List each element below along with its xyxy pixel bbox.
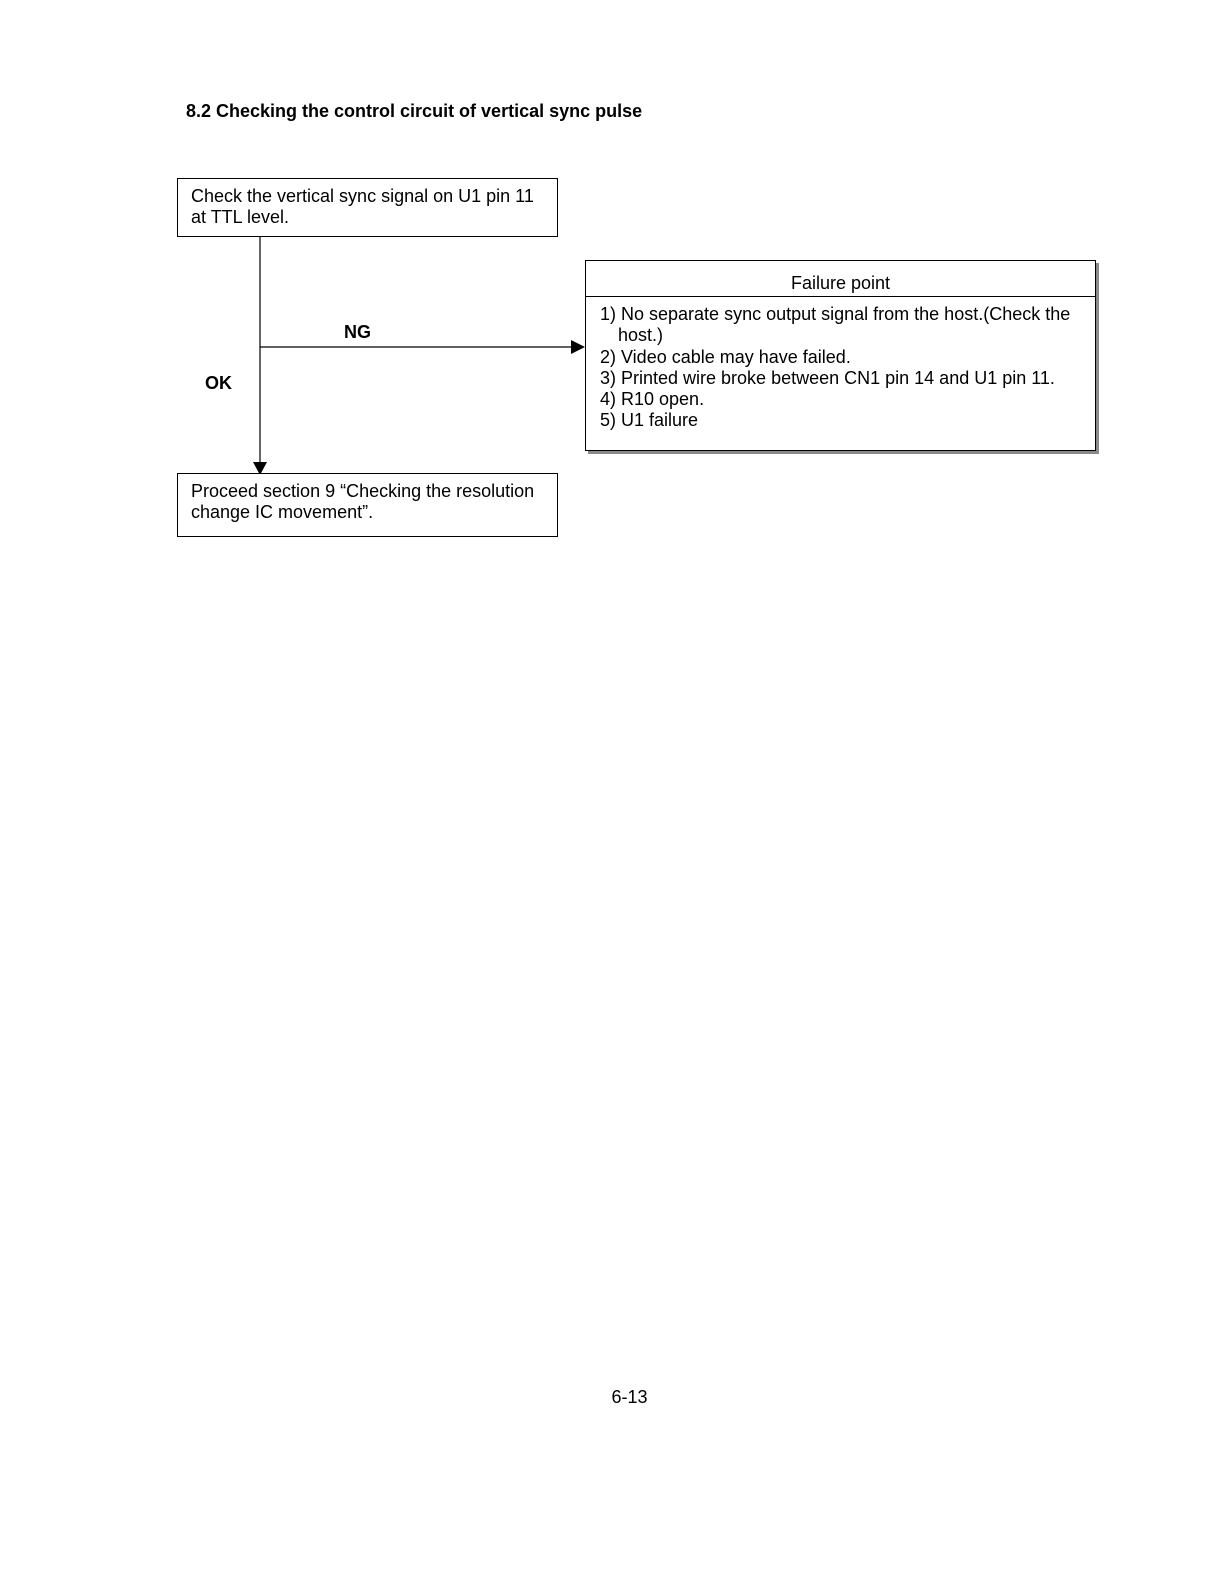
- check-vsync-text: Check the vertical sync signal on U1 pin 11 at TTL level.: [191, 186, 534, 227]
- failure-point-header: Failure point: [586, 261, 1095, 297]
- proceed-section-box: [177, 473, 558, 537]
- failure-item: 2) Video cable may have failed.: [600, 346, 851, 367]
- section-title: 8.2 Checking the control circuit of vertical sync pulse: [186, 101, 643, 121]
- ok-label: OK: [205, 373, 232, 393]
- failure-point-list: [586, 297, 1095, 432]
- failure-item: 5) U1 failure: [600, 410, 699, 431]
- check-vsync-box: [177, 178, 558, 237]
- ng-label: NG: [344, 322, 371, 342]
- failure-item: 3) Printed wire broke between CN1 pin 14 and U1 pin 11.: [600, 367, 1055, 388]
- proceed-section-text: Proceed section 9 “Checking the resolution change IC movement”.: [191, 481, 535, 522]
- failure-item: 4) R10 open.: [600, 389, 705, 410]
- failure-point-box: [585, 260, 1096, 451]
- ng-arrowhead: [571, 340, 585, 354]
- failure-item: 1) No separate sync output signal from the host.(Check the host.): [600, 304, 1071, 346]
- page-number: 6-13: [611, 1387, 648, 1407]
